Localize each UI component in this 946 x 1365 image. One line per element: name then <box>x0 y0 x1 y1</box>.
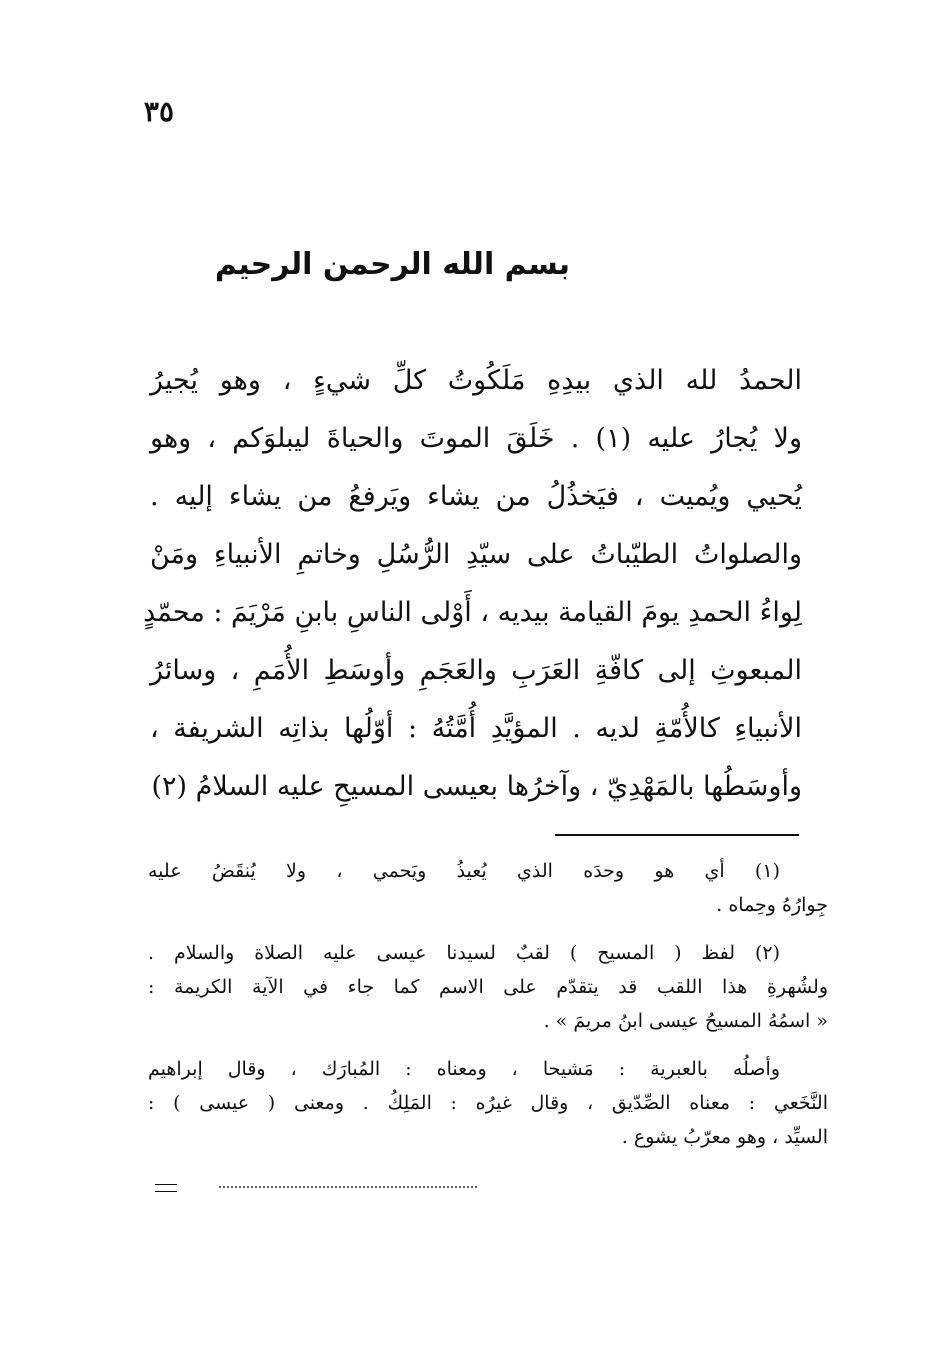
footnotes-section <box>148 854 828 1168</box>
footnote-line: ولشُهرةِ هذا اللقب قد يتقدّم على الاسم كما جاء في الآية الكريمة : <box>148 976 828 998</box>
footnote-2-continued <box>148 1052 828 1154</box>
continuation-mark <box>155 1184 177 1192</box>
continuation-wavy-line <box>218 1185 478 1191</box>
basmala-heading: بسم الله الرحمن الرحيم <box>214 247 570 282</box>
main-text-line: الحمدُ لله الذي بيدِهِ مَلَكُوتُ كلِّ شيءٍ ، وهو يُجيرُ <box>150 365 802 396</box>
main-text-line: المبعوثِ إلى كافّةِ العَرَبِ والعَجَمِ وأوسَطِ الأُمَمِ ، وسائرُ <box>150 655 802 686</box>
main-text-line: لِواءُ الحمدِ يومَ القيامة بيديه ، أَوْلى الناسِ بابنِ مَرْيَمَ : محمّدٍ <box>143 597 802 628</box>
main-text-line: وأوسَطُها بالمَهْدِيّ ، وآخرُها بعيسى المسيحِ عليه السلامُ (٢) <box>151 771 802 802</box>
footnote-line: « اسمُهُ المسيحُ عيسى ابنُ مريمَ » . <box>543 1010 828 1032</box>
page-number: ٣٥ <box>143 95 174 128</box>
main-text-line: ولا يُجارُ عليه (١) . خَلَقَ الموتَ والحياةَ ليبلوَكم ، وهو <box>150 423 802 454</box>
footnote-line: النَّخَعي : معناه الصِّدّيق ، وقال غيرُه : المَلِكُ . ومعنى ( عيسى ) : <box>148 1092 828 1114</box>
footnote-line: جِوارُهُ وحِماه . <box>716 894 828 916</box>
footnote-line: وأصلُه بالعبرية : مَشيحا ، ومعناه : المُبارَك ، وقال إبراهيم <box>148 1058 780 1080</box>
footnote-separator <box>555 834 799 836</box>
footnote-line: السيِّد ، وهو معرّبُ يشوع . <box>621 1126 828 1148</box>
footnote-line: (١) أي هو وحدَه الذي يُعيذُ ويَحمي ، ولا يُنقَضُ عليه <box>148 860 780 882</box>
footnote-2 <box>148 936 828 1038</box>
footnote-1 <box>148 854 828 922</box>
main-text-line: والصلواتُ الطيّباتُ على سيّدِ الرُّسُلِ وخاتمِ الأنبياءِ ومَنْ <box>150 539 802 570</box>
main-text-line: الأنبياءِ كالأُمّةِ لديه . المؤيَّدِ أُمَّتُهُ : أوّلُها بذاتِه الشريفة ، <box>150 713 802 744</box>
main-text-body <box>143 352 803 816</box>
main-text-line: يُحيي ويُميت ، فيَخذُلُ من يشاء ويَرفعُ من يشاء إليه . <box>150 481 803 512</box>
footnote-line: (٢) لفظ ( المسيح ) لقبٌ لسيدنا عيسى عليه الصلاة والسلام . <box>148 942 780 964</box>
